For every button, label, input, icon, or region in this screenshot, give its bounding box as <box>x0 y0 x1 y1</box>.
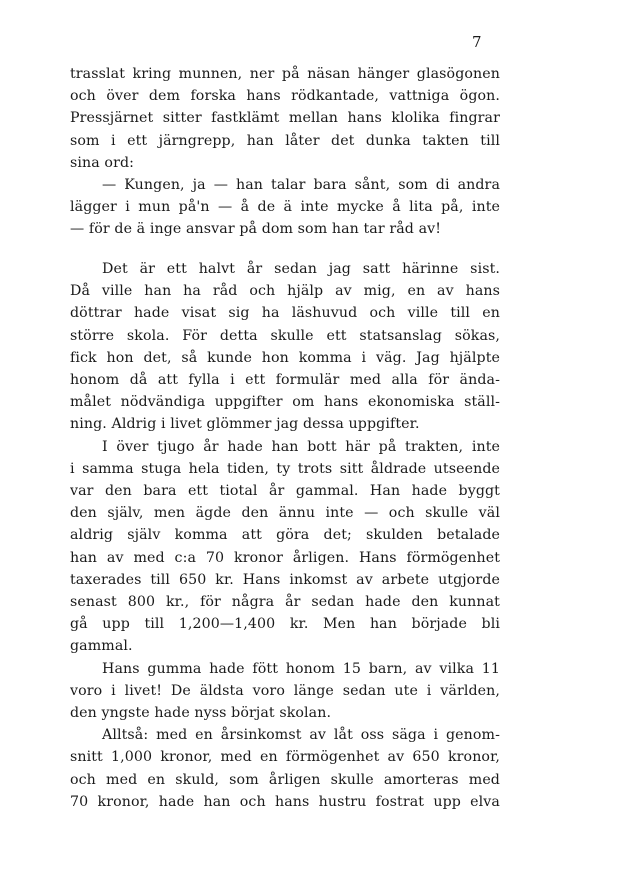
text-line: trasslat kring munnen, ner på näsan hänger glasögonen <box>70 66 500 82</box>
text-line: fick hon det, så kunde hon komma i väg. Jag hjälpte <box>70 349 500 366</box>
text-line: döttrar hade visat sig ha läshuvud och ville till en <box>70 305 500 322</box>
text-line: som i ett järngrepp, han låter det dunka takten till <box>70 132 500 149</box>
text-line: senast 800 kr., för några år sedan hade den kunnat <box>70 594 500 611</box>
text-line: Det är ett halvt år sedan jag satt härinne sist. <box>102 261 500 277</box>
text-line: större skola. För detta skulle ett statsanslag sökas, <box>70 327 500 344</box>
text-line: målet nödvändiga uppgifter om hans ekonomiska ställ- <box>70 394 500 411</box>
text-line: Hans gumma hade fött honom 15 barn, av vilka 11 <box>102 660 500 677</box>
text-line: Pressjärnet sitter fastklämt mellan hans klolika fingrar <box>70 110 500 127</box>
text-line: taxerades till 650 kr. Hans inkomst av arbete utgjorde <box>70 571 500 588</box>
text-line: gå upp till 1,200—1,400 kr. Men han började bli <box>70 616 500 633</box>
text-line: I över tjugo år hade han bott här på trakten, inte <box>102 438 500 455</box>
text-line: 70 kronor, hade han och hans hustru fostrat upp elva <box>70 793 500 810</box>
text-line: aldrig själv komma att göra det; skulden betalade <box>70 527 500 544</box>
text-line: lägger i mun på'n — å de ä inte mycke å lita på, inte <box>70 199 500 216</box>
text-line: var den bara ett tiotal år gammal. Han hade byggt <box>70 483 500 500</box>
text-line: ning. Aldrig i livet glömmer jag dessa uppgifter. <box>70 416 420 433</box>
text-block-dialogue <box>70 63 500 241</box>
text-block-narrative <box>70 258 500 813</box>
text-line: snitt 1,000 kronor, med en förmögenhet av 650 kronor, <box>70 749 500 766</box>
text-line: Alltså: med en årsinkomst av låt oss säga i genom- <box>102 727 500 744</box>
text-line: han av med c:a 70 kronor årligen. Hans förmögenhet <box>70 549 500 566</box>
text-line: Då ville han ha råd och hjälp av mig, en av hans <box>70 283 500 300</box>
text-line: och över dem forska hans rödkantade, vattniga ögon. <box>70 88 500 105</box>
text-line: honom då att fylla i ett formulär med alla för ända- <box>70 372 500 389</box>
text-line: den själv, men ägde den ännu inte — och skulle väl <box>70 505 500 522</box>
text-line: och med en skuld, som årligen skulle amorteras med <box>70 771 500 788</box>
text-line: den yngste hade nyss börjat skolan. <box>70 705 332 722</box>
text-line: — Kungen, ja — han talar bara sånt, som di andra <box>102 177 500 194</box>
text-line: voro i livet! De äldsta voro länge sedan ute i världen, <box>70 682 500 699</box>
page-number: 7 <box>472 33 482 51</box>
text-line: — för de ä inge ansvar på dom som han tar råd av! <box>70 221 442 238</box>
text-line: gammal. <box>70 638 133 655</box>
text-line: i samma stuga hela tiden, ty trots sitt åldrade utseende <box>70 460 500 477</box>
text-line: sina ord: <box>70 154 135 171</box>
